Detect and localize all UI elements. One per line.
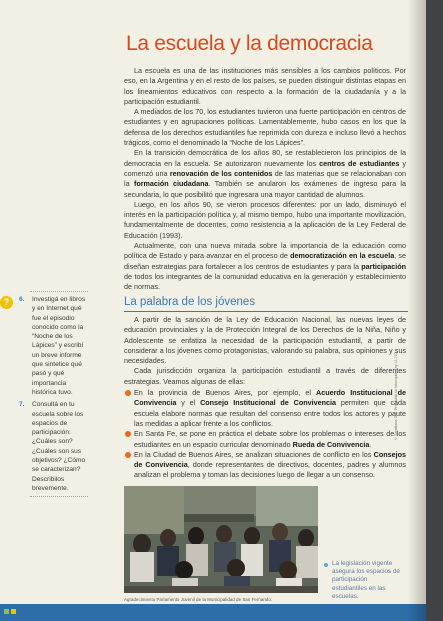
page-title: La escuela y la democracia [126, 32, 373, 55]
activity-text: Investigá en libros y en Internet qué fue el episodio conocido como la “Noche de los Lápices” y escribí un breve informe que sintetice qué pasó y qué importancia histórica tuvo. [32, 296, 86, 396]
footer-band [0, 604, 426, 621]
strategy-list [124, 388, 406, 481]
section-paragraph-1: A partir de la sanción de la Ley de Educación Nacional, las nuevas leyes de educación provinciales y la de Protección Integral de los Derechos de la Niña, Niño y Adolescente se enfatiza la necesidad de la participación estudiantil, a partir de considerar a los jóvenes como protagonistas, valorando su palabra, sus opiniones y sus necesidades. [124, 315, 406, 366]
question-icon: ? [0, 296, 13, 309]
copyright-notice: © Santillana S.A. Prohibida su fotocopia. Ley 11.723 [394, 351, 398, 440]
section-paragraph-2: Cada jurisdicción organiza la participación estudiantil a través de diferentes estrategias. Veamos algunas de ellas: [124, 366, 406, 386]
photo-note: La legislación vigente asegura los espacios de participación estudiantiles en las escuelas. [332, 560, 400, 600]
intro-paragraph-2: A mediados de los 70, los estudiantes tuvieron una fuerte participación en centros de estudiantes y en agrupaciones políticas. Lamentablemente, hubo casos en los que la defensa de los derechos estudiantiles fue reprimida con dureza e incluso llevó a hechos trágicos, como el denominado la “Noche de los Lápices”. [124, 107, 406, 148]
activities-bottom-divider [30, 496, 88, 497]
footer-square-icon [4, 609, 9, 614]
intro-paragraph-3: En la transición democrática de los años 80, se restablecieron los principios de la democracia en la escuela. Se autorizaron nuevamente los centros de estudiantes y comenzó una renovación de los contenidos de las materias que se relacionaban con la formación ciudadana. También se anularon los exámenes de ingreso para la secundaria, lo que posibilitó que ingresara una mayor cantidad de alumnos. [124, 148, 406, 199]
footer-square-icon [11, 609, 16, 614]
activity-number: 7. [19, 401, 25, 409]
list-item: En Santa Fe, se pone en práctica el debate sobre los problemas o intereses de los estudiantes en un espacio curricular denominado Rueda de Convivencia. [124, 429, 406, 450]
list-item: En la Ciudad de Buenos Aires, se analizan situaciones de conflicto en los Consejos de Convivencia, donde representantes de directivos, docentes, padres y alumnos analizan el problema y toman las decisiones luego de llegar a un consenso. [124, 450, 406, 481]
keyword-renovacion: renovación de los contenidos [169, 168, 273, 178]
intro-paragraph-5: Actualmente, con una nueva mirada sobre la importancia de la educación como política de Estado y para avanzar en el proceso de democratización en la escuela, se diseñan estrategias para fortalecer a los centros de estudiantes y para la participación de todos los integrantes de la comunidad educativa en la generación y establecimiento de normas. [124, 241, 407, 292]
intro-text [124, 66, 406, 293]
student-parliament-photo [124, 486, 318, 593]
keyword-formacion: formación ciudadana [133, 179, 209, 189]
keyword-democratizacion: democratización en la escuela [290, 251, 395, 261]
section-text [124, 315, 406, 481]
section-divider [124, 311, 408, 312]
intro-paragraph-1: La escuela es una de las instituciones más sensibles a los cambios políticos. Por eso, en la Argentina y en el resto de los países, se pueden distinguir distintas etapas en los lineamientos educativos con respecto a la formación de la ciudadanía y a la participación estudiantil. [124, 66, 406, 106]
activity-item [0, 400, 88, 493]
section-title: La palabra de los jóvenes [124, 296, 256, 308]
keyword-participacion: participación [361, 261, 407, 271]
activity-text: Consultá en tu escuela sobre los espacios de participación: ¿Cuáles son? ¿Cuáles son sus objetivos? ¿Cómo se caracterizan? Describilos brevemente. [32, 401, 86, 492]
list-item: En la provincia de Buenos Aires, por ejemplo, el Acuerdo Institucional de Convivencia y el Consejo Institucional de Convivencia permiten que cada escuela elabore normas que resultan del consenso entre todos los actores y paute las medidas a aplicar frente a los conflictos. [124, 388, 406, 429]
keyword-centros: centros de estudiantes [319, 158, 400, 168]
activities-sidebar [0, 291, 88, 497]
activity-item [0, 291, 88, 397]
photo-caption: Agradecimiento Parlamento Juvenil de la Municipalidad de San Fernando. [124, 597, 273, 602]
activity-number: 6. [19, 296, 25, 303]
intro-paragraph-4: Luego, en los años 90, se vieron procesos diferentes: por un lado, disminuyó el interés en la participación política y, al mismo tiempo, hubo una importante movilización, fundamentalmente de docentes, como resistencia a la aplicación de la Ley Federal de Educación (1993). [124, 199, 406, 240]
note-bullet-icon [324, 563, 328, 567]
page-spine-shadow [408, 0, 426, 621]
